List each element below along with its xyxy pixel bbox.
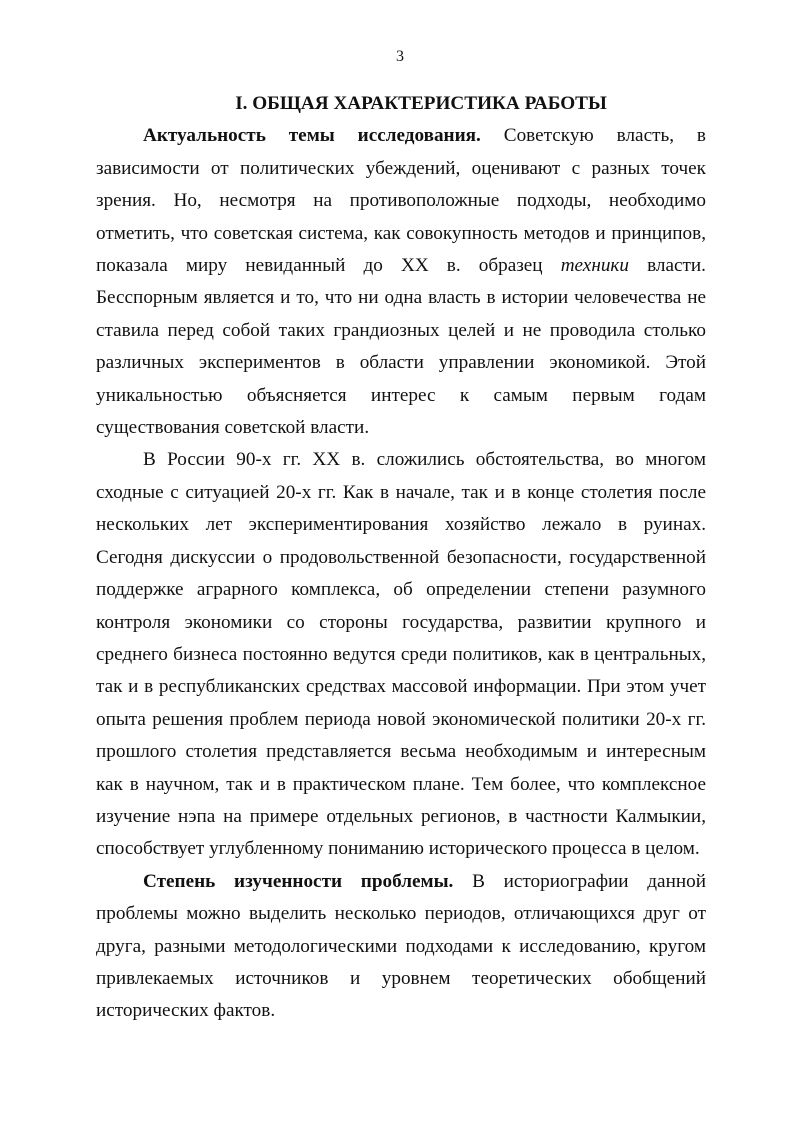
paragraph-russia-90s: В России 90-х гг. XX в. сложились обстоятельства, во многом сходные с ситуацией 20-х гг. Как в начале, так и в конце столетия после нескольких лет экспериментирования хозяйство лежало в руинах. Сегодня дискуссии о продовольственной безопасности, государственной поддержке аграрного комплекса, об определении степени разумного контроля экономики со стороны государства, развитии крупного и среднего бизнеса постоянно ведутся среди политиков, как в центральных, так и в республиканских средствах массовой информации. При этом учет опыта решения проблем периода новой экономической политики 20-х гг. прошлого столетия представляется весьма необходимым и интересным как в научном, так и в практическом плане. Тем более, что комплексное изучение нэпа на примере отдельных регионов, в частности Калмыкии, способствует углубленному пониманию исторического процесса в целом. [96, 449, 706, 860]
paragraph-relevance [96, 120, 706, 444]
section-title: I. ОБЩАЯ ХАРАКТЕРИСТИКА РАБОТЫ [235, 93, 607, 114]
paragraph-study-degree [96, 866, 706, 1028]
document-body [96, 88, 706, 1028]
paragraph-lead-study-degree: Степень изученности проблемы. [143, 870, 454, 892]
paragraph-text-part: Советскую власть, в зависимости от политических убеждений, оценивают с разных точек зрения. Но, несмотря на противоположные подходы, необходимо отметить, что советская система, как совокупность методов и принципов, показала миру невиданный до XX в. образец [96, 125, 706, 277]
paragraph-lead-relevance: Актуальность темы исследования. [143, 125, 481, 147]
paragraph-text-part: В историографии данной проблемы можно выделить несколько периодов, отличающихся друг от друга, разными методологическими подходами к исследованию, кругом привлекаемых источников и уровнем теоретических обобщений исторических фактов. [96, 870, 706, 1022]
italic-term: техники [560, 255, 630, 277]
page-number: 3 [396, 48, 404, 65]
paragraph-text-part: власти. Бесспорным является и то, что ни одна власть в истории человечества не ставила перед собой таких грандиозных целей и не проводила столько различных экспериментов в области управлении экономикой. Этой уникальностью объясняется интерес к самым первым годам существования советской власти. [96, 255, 706, 439]
